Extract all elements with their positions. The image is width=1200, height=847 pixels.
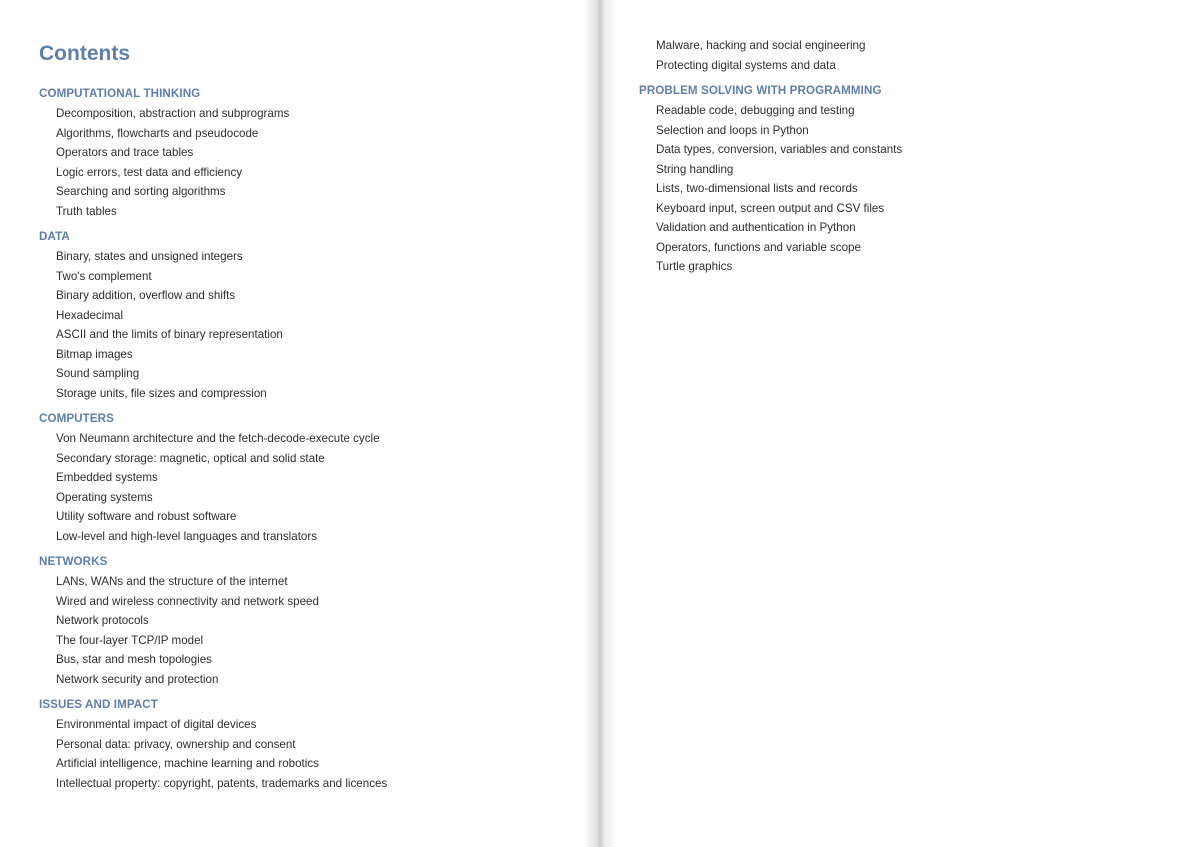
toc-entry[interactable]: Operating systems <box>56 490 153 504</box>
section-heading: COMPUTATIONAL THINKING <box>39 87 201 100</box>
book-gutter-shadow <box>584 0 616 847</box>
toc-entry[interactable]: ASCII and the limits of binary representation <box>56 328 283 341</box>
toc-entry[interactable]: Keyboard input, screen output and CSV files <box>656 201 885 215</box>
toc-entry[interactable]: Validation and authentication in Python <box>656 221 856 234</box>
toc-entry[interactable]: Embedded systems <box>56 471 158 484</box>
toc-section-issues-continued <box>639 36 1179 75</box>
right-toc-column <box>639 36 1179 277</box>
toc-entry[interactable]: Binary addition, overflow and shifts <box>56 289 236 302</box>
toc-entry[interactable]: Low-level and high-level languages and translators <box>56 529 318 543</box>
toc-entry[interactable]: Binary, states and unsigned integers <box>56 250 243 263</box>
toc-entry[interactable]: Hexadecimal <box>56 308 124 322</box>
toc-entry[interactable]: Data types, conversion, variables and constants <box>656 143 903 156</box>
toc-entry[interactable]: String handling <box>656 162 734 176</box>
section-heading: ISSUES AND IMPACT <box>39 698 158 711</box>
right-page <box>600 0 1200 847</box>
toc-entry[interactable]: Utility software and robust software <box>56 510 237 523</box>
toc-entry[interactable]: Searching and sorting algorithms <box>56 185 226 198</box>
left-toc-column <box>39 86 579 793</box>
toc-section-data <box>39 229 579 403</box>
toc-entry[interactable]: Secondary storage: magnetic, optical and solid state <box>56 451 325 465</box>
toc-entry[interactable]: Bus, star and mesh topologies <box>56 653 212 666</box>
toc-entry[interactable]: Algorithms, flowcharts and pseudocode <box>56 126 259 140</box>
toc-entry[interactable]: Readable code, debugging and testing <box>656 104 855 117</box>
section-heading: NETWORKS <box>39 555 108 568</box>
toc-entry[interactable]: The four-layer TCP/IP model <box>56 633 204 647</box>
toc-entry[interactable]: Two's complement <box>56 269 152 283</box>
toc-section-computers <box>39 411 579 546</box>
toc-entry[interactable]: Sound sampling <box>56 367 140 380</box>
toc-entry[interactable]: Environmental impact of digital devices <box>56 718 257 731</box>
toc-entry[interactable]: Lists, two-dimensional lists and records <box>656 182 858 195</box>
page-title: Contents <box>39 42 130 65</box>
toc-entry[interactable]: Logic errors, test data and efficiency <box>56 165 243 179</box>
toc-section-computational-thinking <box>39 86 579 221</box>
toc-section-issues-and-impact <box>39 697 579 793</box>
section-heading: PROBLEM SOLVING WITH PROGRAMMING <box>639 84 882 97</box>
toc-section-problem-solving <box>639 83 1179 277</box>
toc-entry[interactable]: Operators, functions and variable scope <box>656 240 861 254</box>
toc-entry[interactable]: Protecting digital systems and data <box>656 58 836 72</box>
toc-entry[interactable]: Selection and loops in Python <box>656 123 809 137</box>
toc-entry[interactable]: Intellectual property: copyright, patents, trademarks and licences <box>56 776 388 790</box>
toc-entry[interactable]: Von Neumann architecture and the fetch-decode-execute cycle <box>56 432 380 445</box>
toc-entry[interactable]: Wired and wireless connectivity and network speed <box>56 594 319 608</box>
section-heading: COMPUTERS <box>39 412 114 425</box>
toc-entry[interactable]: Network security and protection <box>56 672 219 686</box>
toc-entry[interactable]: Storage units, file sizes and compression <box>56 386 267 400</box>
toc-entry[interactable]: Truth tables <box>56 204 117 218</box>
toc-section-networks <box>39 554 579 689</box>
section-heading: DATA <box>39 230 70 243</box>
toc-entry[interactable]: Decomposition, abstraction and subprograms <box>56 107 290 120</box>
toc-entry[interactable]: LANs, WANs and the structure of the internet <box>56 575 288 588</box>
toc-entry[interactable]: Turtle graphics <box>656 260 733 273</box>
toc-entry[interactable]: Artificial intelligence, machine learning and robotics <box>56 757 319 770</box>
toc-entry[interactable]: Personal data: privacy, ownership and consent <box>56 737 296 751</box>
toc-entry[interactable]: Bitmap images <box>56 347 133 361</box>
toc-entry[interactable]: Network protocols <box>56 614 149 627</box>
toc-entry[interactable]: Malware, hacking and social engineering <box>656 39 866 52</box>
toc-entry[interactable]: Operators and trace tables <box>56 146 194 159</box>
